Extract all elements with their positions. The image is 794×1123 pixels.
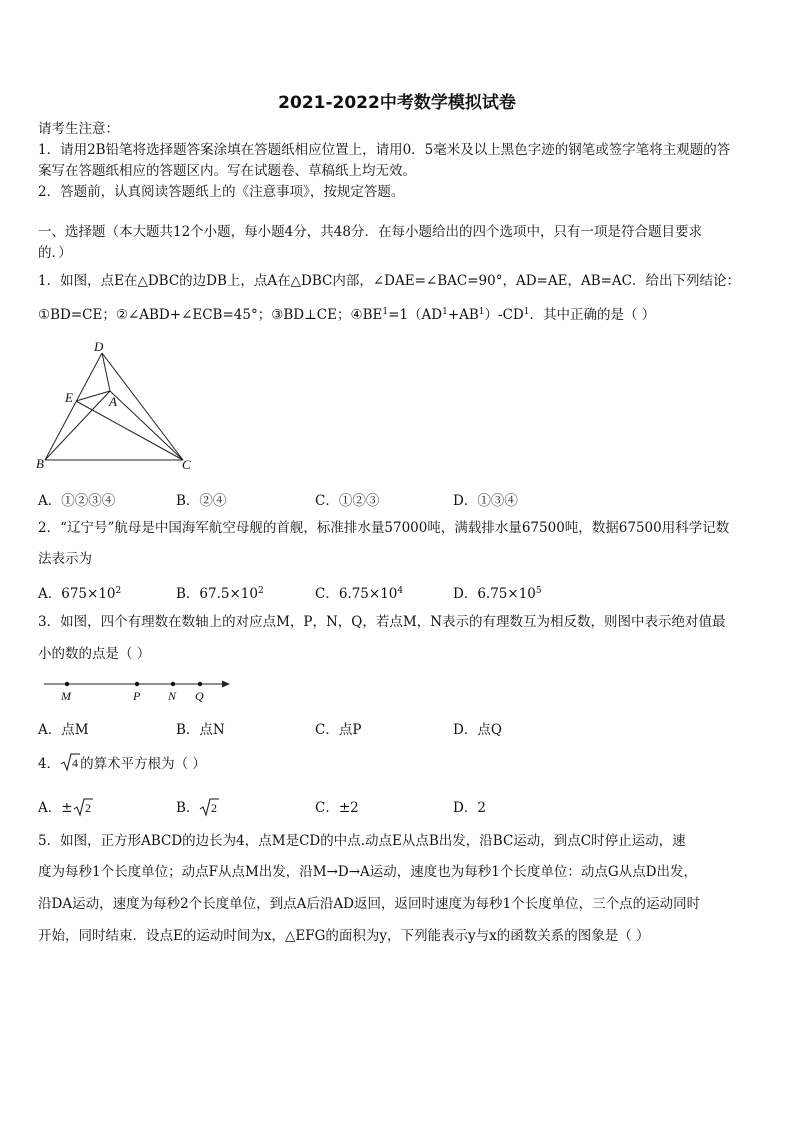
point-Q xyxy=(198,682,202,686)
svg-text:2: 2 xyxy=(211,800,218,815)
notice-line-3: 2．答题前，认真阅读答题纸上的《注意事项》，按规定答题。 xyxy=(38,184,405,200)
q2-stem-line-1: 2．“辽宁号”航母是中国海军航空母舰的首舰，标准排水量57000吨，满载排水量67500吨，数据67500用科学记数 xyxy=(38,520,730,536)
axis-arrow-icon xyxy=(222,681,230,688)
point-P xyxy=(135,682,139,686)
notice-heading: 请考生注意： xyxy=(38,121,119,137)
q2-option-b[interactable]: B．$67.5\times 10^2$ xyxy=(176,586,264,602)
point-N xyxy=(171,682,175,686)
notice-line-2: 案写在答题纸相应的答题区内。写在试题卷、草稿纸上均无效。 xyxy=(38,163,416,179)
q3-number-line xyxy=(42,676,238,706)
page-title: 2021-2022中考数学模拟试卷 xyxy=(278,93,516,113)
q5-stem-line-3: 沿DA运动，速度为每秒2个长度单位，到点A后沿AD返回，返回时速度为每秒1个长度单位，三个点的运动同时 xyxy=(38,896,701,912)
segment-DB xyxy=(45,353,102,460)
label-E: E xyxy=(65,390,73,405)
section-heading-line-1: 一、选择题（本大题共12个小题，每小题4分，共48分．在每小题给出的四个选项中，只有一项是符合题目要求 xyxy=(38,224,702,240)
q1-conclusion-2: ②∠ABD+∠ECB=45°； xyxy=(115,307,272,323)
q1-conclusion-1: ①BD=CE； xyxy=(38,307,116,323)
q1-stem: 1．如图，点E在△DBC的边DB上，点A在△DBC内部，∠DAE=∠BAC=90°，AD=AE，AB=AC．给出下列结论： xyxy=(38,273,740,289)
label-P: P xyxy=(133,689,141,703)
q3-option-d[interactable]: D．点Q xyxy=(453,722,502,738)
label-B: B xyxy=(36,456,44,471)
q4-stem: 4． 4 的算术平方根为（ ） xyxy=(38,752,206,777)
section-heading-line-2: 的．） xyxy=(38,245,72,261)
label-D: D xyxy=(94,339,104,354)
q1-option-b[interactable]: B．②④ xyxy=(176,493,227,509)
sqrt-4 xyxy=(60,752,80,777)
q1-conclusion-4: $④BE^1=1(AD^1+AB^1)-CD^1$．其中正确的是（ ） xyxy=(350,307,656,323)
q1-option-d[interactable]: D．①③④ xyxy=(453,493,518,509)
q3-option-b[interactable]: B．点N xyxy=(176,722,225,738)
q3-stem-line-2: 小的数的点是（ ） xyxy=(38,646,151,662)
q1-triangle-figure xyxy=(30,338,210,474)
q2-option-a[interactable]: A．$675\times 10^2$ xyxy=(38,586,122,602)
q2-stem-line-2: 法表示为 xyxy=(38,551,92,567)
label-A: A xyxy=(109,394,117,409)
label-Q: Q xyxy=(195,689,204,703)
svg-text:2: 2 xyxy=(84,800,91,815)
q1-conclusions xyxy=(38,306,655,324)
q5-stem-line-4: 开始，同时结束．设点E的运动时间为x，△EFG的面积为y，下列能表示y与x的函数关系的图象是（ ） xyxy=(38,928,650,944)
radical-icon xyxy=(60,752,80,772)
q1-conclusion-3: ③BD⊥CE； xyxy=(271,307,351,323)
q4-option-b[interactable]: B． 2 xyxy=(176,796,219,821)
radical-icon xyxy=(73,797,93,817)
point-M xyxy=(65,682,69,686)
svg-text:4: 4 xyxy=(72,756,79,770)
q3-option-c[interactable]: C．点P xyxy=(315,722,362,738)
q1-option-a[interactable]: A．①②③④ xyxy=(38,493,116,509)
q5-stem-line-1: 5．如图，正方形ABCD的边长为4，点M是CD的中点.动点E从点B出发，沿BC运动，到点C时停止运动，速 xyxy=(38,833,686,849)
q3-stem-line-1: 3．如图，四个有理数在数轴上的对应点M，P，N，Q，若点M，N表示的有理数互为相反数，则图中表示绝对值最 xyxy=(38,614,726,630)
q3-option-a[interactable]: A．点M xyxy=(38,722,89,738)
q4-option-c[interactable]: C．±2 xyxy=(315,800,359,816)
label-M: M xyxy=(61,689,71,703)
label-N: N xyxy=(168,689,177,703)
radical-icon xyxy=(199,797,219,817)
q1-option-c[interactable]: C．①②③ xyxy=(315,493,380,509)
label-C: C xyxy=(182,457,191,472)
q4-option-d[interactable]: D．2 xyxy=(453,800,486,816)
q2-option-d[interactable]: D．$6.75\times 10^5$ xyxy=(453,586,542,602)
q5-stem-line-2: 度为每秒1个长度单位；动点F从点M出发，沿M→D→A运动，速度也为每秒1个长度单位：动点G从点D出发， xyxy=(38,864,697,880)
notice-line-1: 1．请用2B铅笔将选择题答案涂填在答题纸相应位置上，请用0．5毫米及以上黑色字迹的钢笔或签字笔将主观题的答 xyxy=(38,142,731,158)
q2-option-c[interactable]: C．$6.75\times 10^4$ xyxy=(315,586,404,602)
q4-option-a[interactable]: A．± 2 xyxy=(38,796,93,821)
